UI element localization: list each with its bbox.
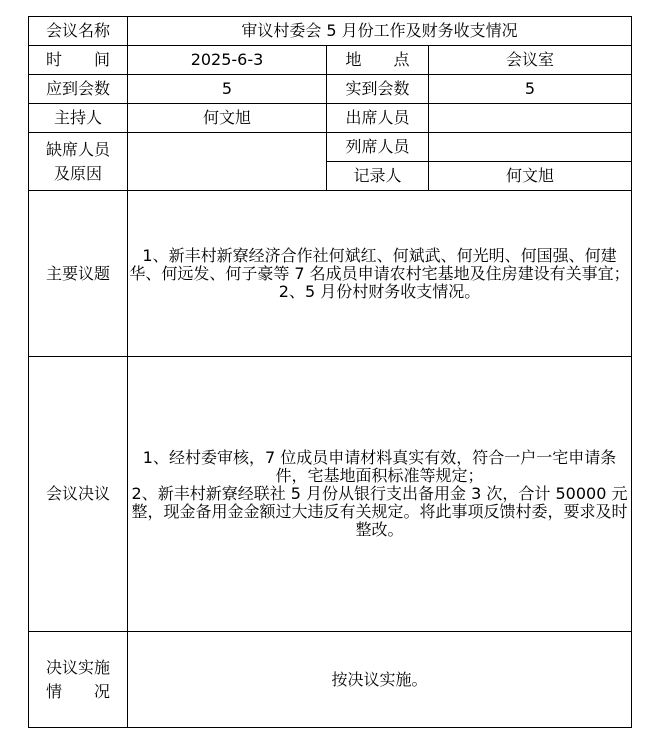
meeting-minutes-table	[28, 16, 632, 728]
implementation-label	[29, 632, 128, 728]
row-main-topics	[29, 191, 632, 357]
host-label: 主持人	[29, 104, 128, 133]
place-label: 地 点	[327, 46, 429, 75]
meeting-name-value: 审议村委会 5 月份工作及财务收支情况	[128, 17, 632, 46]
decision-content	[128, 357, 632, 632]
place-value: 会议室	[429, 46, 632, 75]
expected-label: 应到会数	[29, 75, 128, 104]
row-attendance-count	[29, 75, 632, 104]
implementation-content: 按决议实施。	[128, 632, 632, 728]
expected-value: 5	[128, 75, 327, 104]
absent-label	[29, 133, 128, 191]
absent-label-line1: 缺席人员	[45, 139, 110, 159]
row-time-place	[29, 46, 632, 75]
observers-value	[429, 133, 632, 162]
recorder-value: 何文旭	[429, 162, 632, 191]
row-decision	[29, 357, 632, 632]
row-meeting-name	[29, 17, 632, 46]
actual-label: 实到会数	[327, 75, 429, 104]
actual-value: 5	[429, 75, 632, 104]
recorder-label: 记录人	[327, 162, 429, 191]
meeting-name-label: 会议名称	[29, 17, 128, 46]
topic-item: 1、新丰村新寮经济合作社何斌红、何斌武、何光明、何国强、何建华、何远发、何子豪等 7 名成员申请农村宅基地及住房建设有关事宜；	[129, 245, 630, 283]
topics-label: 主要议题	[29, 191, 128, 357]
row-absent	[29, 133, 632, 162]
implementation-label-line1: 决议实施	[45, 657, 110, 677]
attendees-value	[429, 104, 632, 133]
time-value: 2025-6-3	[128, 46, 327, 75]
decision-item: 2、新丰村新寮经联社 5 月份从银行支出备用金 3 次，合计 50000 元整，现金备用金金额过大违反有关规定。将此事项反馈村委，要求及时整改。	[131, 484, 628, 539]
row-implementation	[29, 632, 632, 728]
observers-label: 列席人员	[327, 133, 429, 162]
row-host	[29, 104, 632, 133]
time-label: 时 间	[29, 46, 128, 75]
topics-content	[128, 191, 632, 357]
attendees-label: 出席人员	[327, 104, 429, 133]
host-value: 何文旭	[128, 104, 327, 133]
decision-label: 会议决议	[29, 357, 128, 632]
absent-label-line2: 及原因	[53, 163, 102, 183]
implementation-label-line2: 情 况	[45, 681, 110, 701]
decision-item: 1、经村委审核，7 位成员申请材料真实有效，符合一户一宅申请条件，宅基地面积标准等规定；	[142, 448, 617, 485]
topic-item: 2、5 月份村财务收支情况。	[278, 281, 481, 301]
absent-value	[128, 133, 327, 191]
